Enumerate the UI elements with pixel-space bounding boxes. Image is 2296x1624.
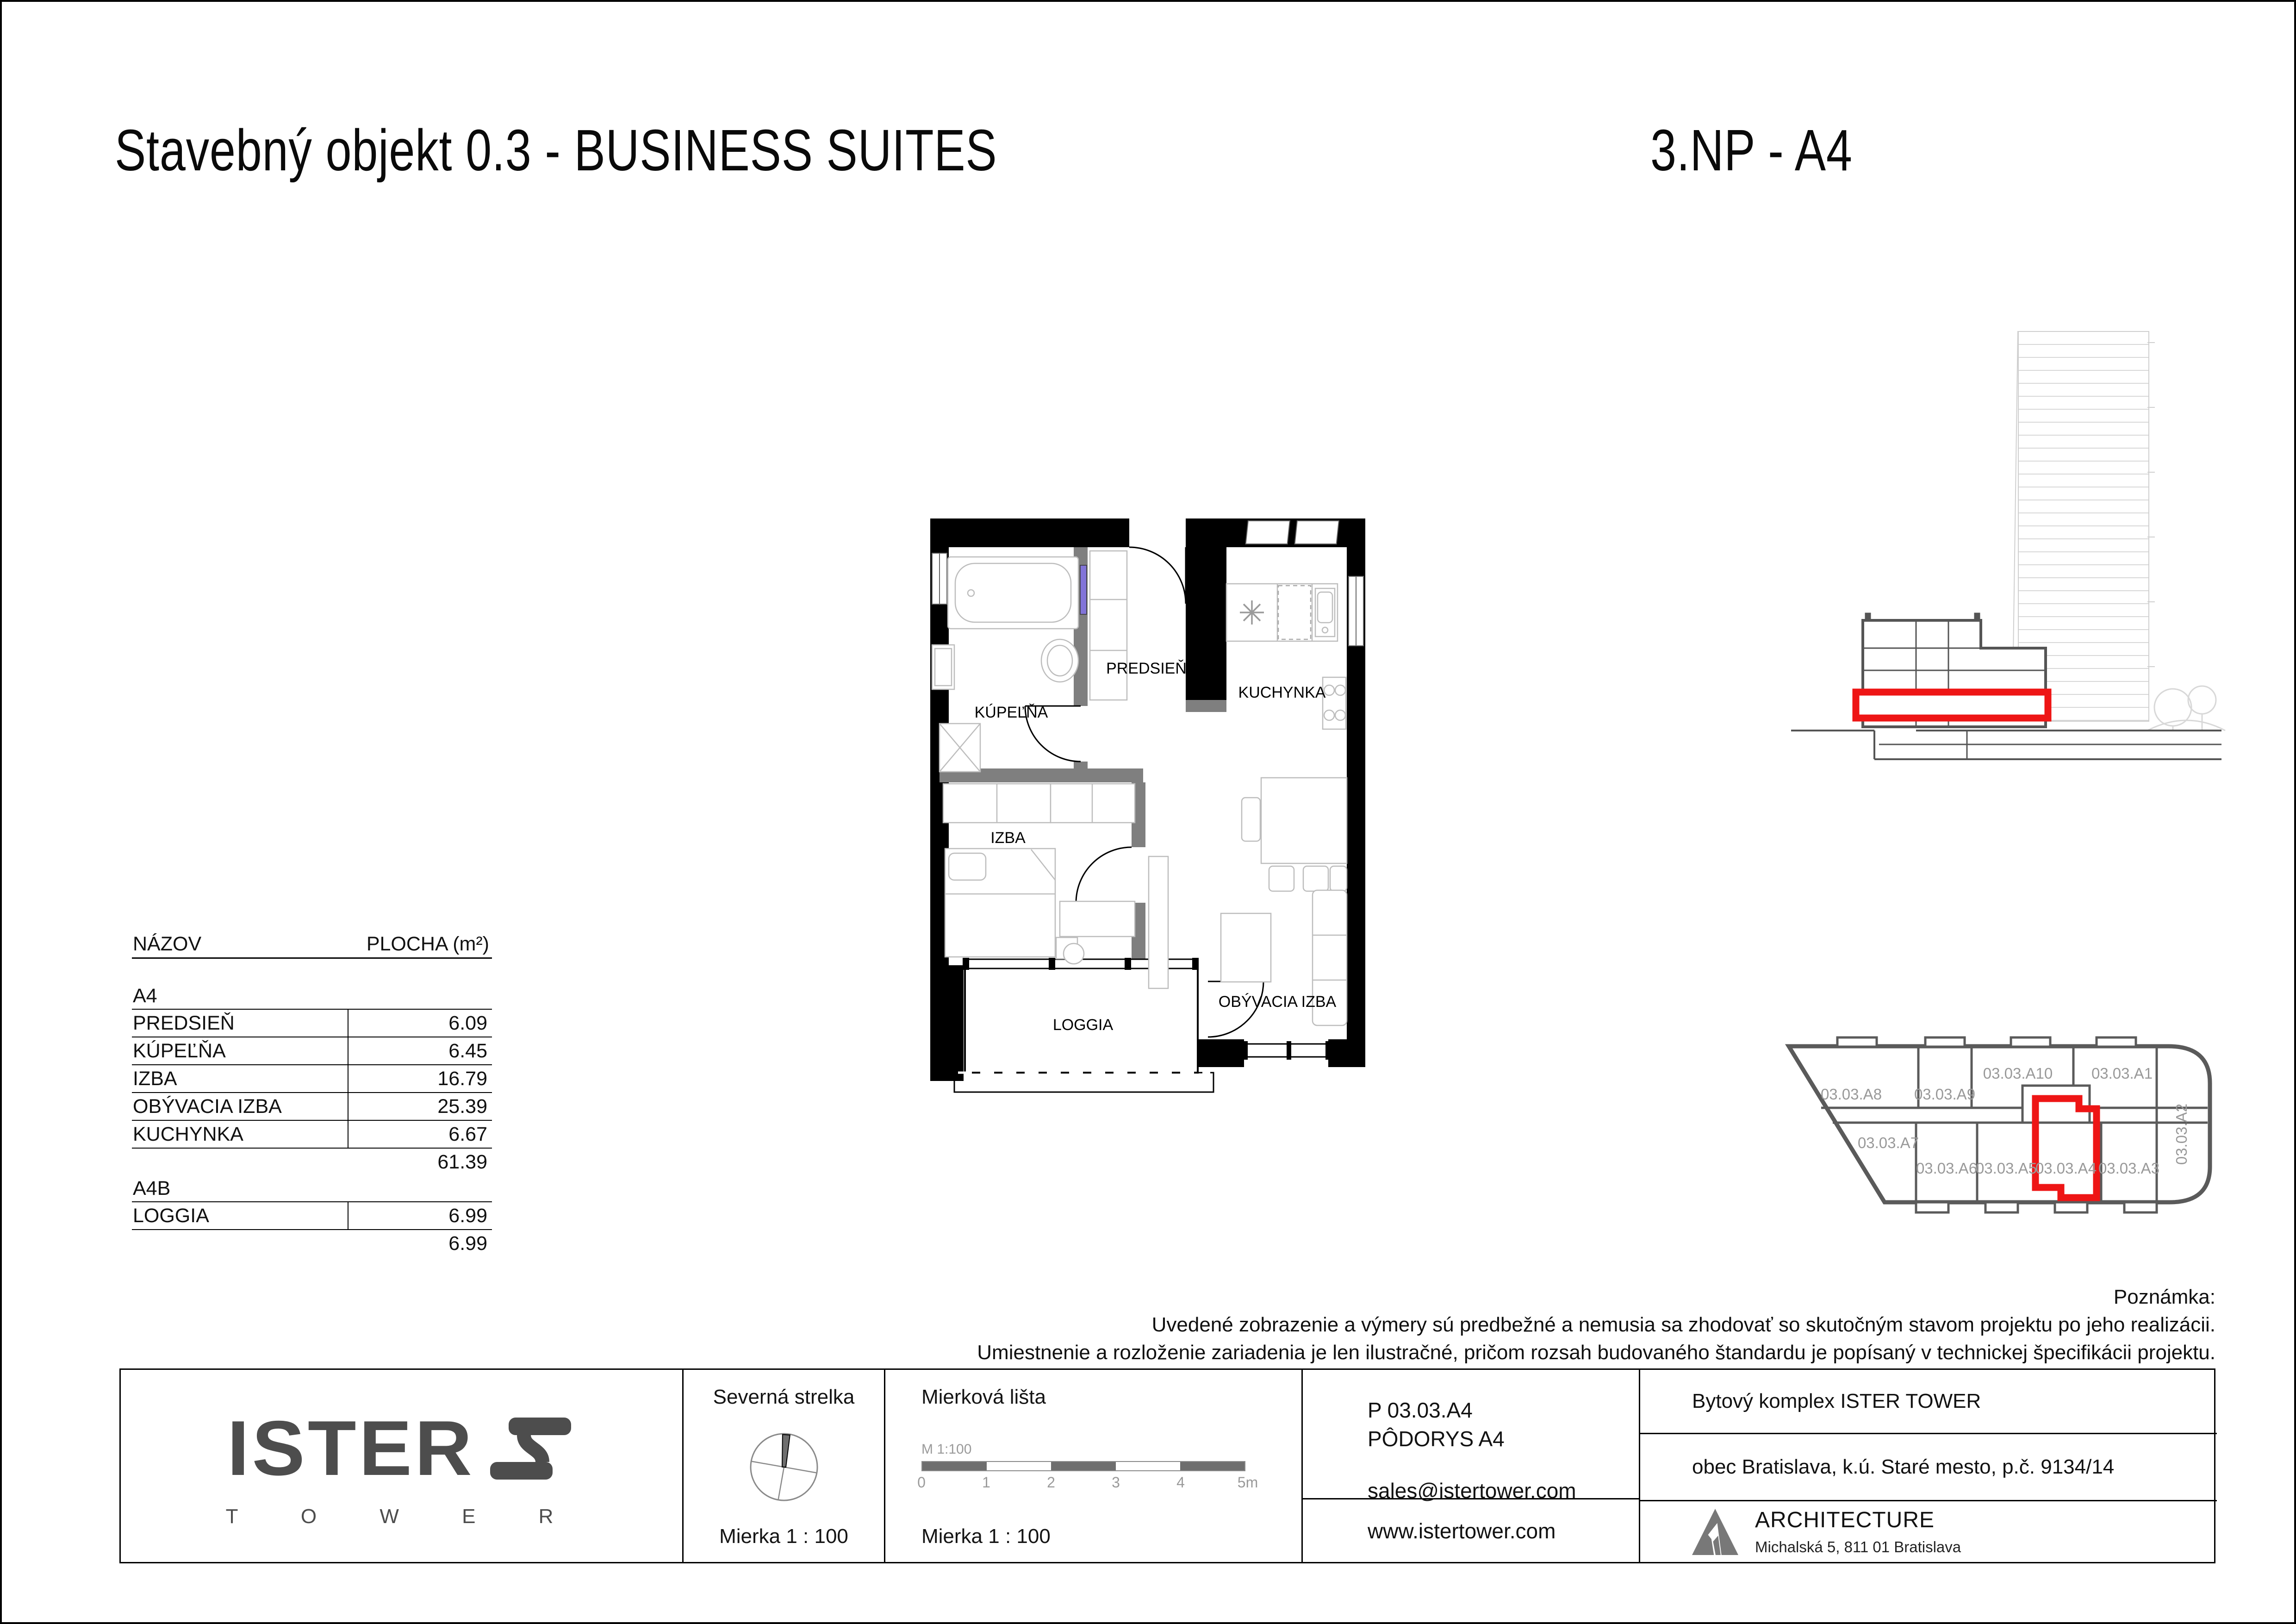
building-elevation [1786,324,2226,764]
scalebar-scale: Mierka 1 : 100 [921,1525,1051,1548]
page-title: Stavebný objekt 0.3 - BUSINESS SUITES [115,118,997,183]
scalebar [917,1441,1258,1493]
scalebar-ticks [917,1474,1258,1493]
unit-label: 03.03.A3 [2098,1160,2160,1177]
unit-label: 03.03.A9 [1914,1086,1976,1103]
studio-address: Michalská 5, 811 01 Bratislava [1755,1538,1961,1555]
tv-cabinet [1149,856,1168,988]
tick: 4 [1176,1474,1185,1491]
architecture-logo-icon [1692,1509,1738,1555]
trees [2147,686,2225,731]
section-a4-total: 61.39 [437,1150,487,1173]
north-scale: Mierka 1 : 100 [719,1525,848,1548]
scalebar-cell [884,1370,1301,1562]
room-label-living: OBÝVACIA IZBA [1218,993,1337,1011]
coffee-table [1221,913,1271,982]
room-name: KUCHYNKA [133,1123,243,1145]
chair [1269,866,1294,891]
studio-name: ARCHITECTURE [1755,1508,1935,1532]
ister-logo-word: ISTER [227,1405,475,1492]
website: www.istertower.com [1368,1518,1556,1543]
table-row [132,1121,492,1149]
title-bar [119,1368,2215,1563]
unit-label: 03.03.A2 [2173,1103,2190,1165]
logo-cell [121,1370,682,1562]
ground [1791,731,2221,759]
room-name: PREDSIEŇ [133,1012,235,1034]
room-label-loggia: LOGGIA [1052,1016,1114,1034]
tick: 1 [982,1474,990,1491]
room-label-kitchen: KUCHYNKA [1238,684,1326,701]
desk [1060,901,1135,937]
north-arrow-icon [747,1430,821,1504]
room-label-bedroom: IZBA [990,829,1026,847]
project-complex: Bytový komplex ISTER TOWER [1640,1370,2217,1434]
stool [1064,943,1084,964]
sheet-code: 3.NP - A4 [1650,118,1853,183]
ister-logo-mark [488,1414,573,1483]
section-label-a4: A4 [133,984,157,1007]
table-row [132,1065,492,1093]
key-plan [1777,1030,2231,1215]
unit-label: 03.03.A10 [1983,1065,2053,1082]
area-table-header [132,930,492,959]
north-title: Severná strelka [713,1386,855,1408]
unit-label: 03.03.A5 [1975,1160,2037,1177]
room-name: KÚPEĽŇA [133,1039,226,1062]
col-name: NÁZOV [133,933,202,955]
north-arrow-cell [682,1370,884,1562]
room-label-bathroom: KÚPEĽŇA [974,704,1048,721]
chair [1303,866,1328,891]
room-area: 6.99 [348,1202,492,1229]
note-heading: Poznámka: [2113,1286,2215,1308]
disclaimer-note [977,1283,2215,1367]
drawing-name: PÔDORYS A4 [1368,1427,1505,1451]
section-a4-rows [132,1009,492,1149]
elevation-overlay [1786,324,2226,764]
room-name: LOGGIA [133,1204,209,1227]
room-area: 16.79 [348,1065,492,1092]
unit-label-highlighted: 03.03.A4 [2035,1160,2097,1177]
hall-wardrobe [1090,551,1127,700]
room-name: OBÝVACIA IZBA [133,1095,282,1118]
drawing-info-top [1303,1370,1640,1503]
section-a4b-rows [132,1201,492,1230]
unit-label: 03.03.A1 [2091,1065,2153,1082]
chair [1330,866,1347,891]
floor-plan [921,507,1379,1095]
dining-table [1261,778,1347,863]
tick: 3 [1112,1474,1120,1491]
section-a4b-total: 6.99 [448,1232,487,1255]
table-row [132,1202,492,1230]
highlighted-floor [1856,692,2048,718]
note-line: Umiestnenie a rozloženie zariadenia je len ilustračné, pričom rozsah budovaného štandardu je popísaný v technickej špecifikácii projektu. [977,1341,2215,1364]
room-area: 6.09 [348,1010,492,1037]
unit-label: 03.03.A7 [1857,1134,1919,1151]
room-label-hall: PREDSIEŇ [1106,660,1187,677]
note-line: Uvedené zobrazenie a výmery sú predbežné a nemusia sa zhodovať so skutočným stavom projektu po jeho realizácii. [1151,1313,2215,1336]
scalebar-small-label: M 1:100 [921,1441,972,1457]
shaft [1080,565,1087,614]
table-row [132,1010,492,1037]
tick: 5m [1237,1474,1258,1491]
area-table [132,930,492,1257]
room-name: IZBA [133,1067,177,1090]
drawing-info-cell [1301,1370,1640,1562]
table-row [132,1037,492,1065]
section-label-a4b: A4B [133,1177,171,1199]
room-area: 6.45 [348,1037,492,1064]
loggia-walls [954,959,1331,1092]
unit-label: 03.03.A6 [1916,1160,1978,1177]
scalebar-segments [921,1461,1245,1471]
ister-logo-sub: T O W E R [225,1505,582,1528]
col-area: PLOCHA (m²) [366,933,489,955]
architecture-row [1640,1501,2217,1562]
room-area: 6.67 [348,1121,492,1148]
chair [1242,798,1260,841]
table-row [132,1093,492,1121]
tick: 2 [1047,1474,1055,1491]
unit-label: 03.03.A8 [1820,1086,1882,1103]
project-info-cell [1639,1370,2217,1562]
project-location: obec Bratislava, k.ú. Staré mesto, p.č. 9134/14 [1640,1434,2217,1501]
tick: 0 [917,1474,926,1491]
scalebar-title: Mierková lišta [921,1386,1046,1408]
room-area: 25.39 [348,1093,492,1120]
drawing-code: P 03.03.A4 [1368,1398,1473,1422]
sales-email: sales@istertower.com [1368,1479,1576,1503]
